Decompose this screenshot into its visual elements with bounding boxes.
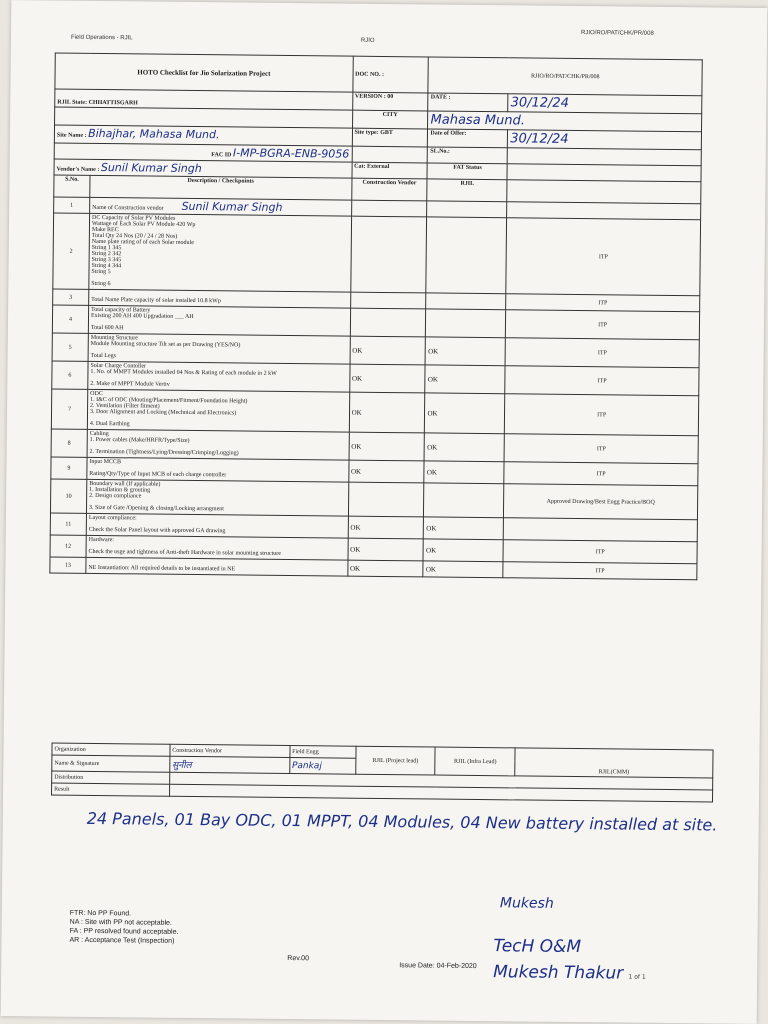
row-construction-vendor-status bbox=[350, 308, 426, 337]
row-remark: ITP bbox=[506, 294, 700, 312]
facid-label: FAC ID bbox=[211, 152, 232, 159]
hoto-checklist-table bbox=[49, 53, 702, 581]
sl-label: SL.No.: bbox=[428, 147, 508, 164]
row-sno: 10 bbox=[50, 479, 86, 513]
rjil-state: RJIL State: CHHATTISGARH bbox=[55, 89, 353, 110]
row-description-text: Total Name Plate capacity of solar installed 10.8 kWp bbox=[91, 296, 221, 305]
city-label: CITY bbox=[352, 110, 428, 129]
checklist-rows bbox=[50, 197, 701, 580]
row-description bbox=[86, 535, 348, 560]
page-number: 1 of 1 bbox=[628, 973, 646, 981]
row-remark: ITP bbox=[505, 394, 699, 436]
header-center: RJIO bbox=[360, 37, 375, 44]
row-sno: 3 bbox=[53, 289, 89, 305]
row-description bbox=[86, 513, 348, 538]
field-engg-label: Field Engg bbox=[290, 746, 356, 759]
row-description bbox=[87, 389, 349, 432]
row-sno: 2 bbox=[53, 213, 90, 289]
row-construction-vendor-status: OK bbox=[349, 392, 425, 433]
handwritten-note: 24 Panels, 01 Bay ODC, 01 MPPT, 04 Modules, 04 New battery installed at site. bbox=[86, 808, 718, 835]
row-description bbox=[88, 361, 350, 392]
row-sno: 12 bbox=[50, 535, 86, 557]
row-sno: 9 bbox=[51, 457, 87, 479]
row-description bbox=[87, 429, 349, 460]
row-construction-vendor-status bbox=[350, 216, 427, 293]
table-row bbox=[51, 389, 698, 436]
row-handwritten-value: Sunil Kumar Singh bbox=[181, 199, 283, 214]
row-remark: ITP bbox=[504, 462, 698, 486]
row-remark: ITP bbox=[504, 434, 698, 464]
field-engg-signature: Pankaj bbox=[289, 758, 355, 775]
document-page bbox=[1, 0, 768, 1024]
doc-no-label: DOC NO. : bbox=[352, 56, 428, 93]
facid-value: I-MP-BGRA-ENB-9056 bbox=[232, 146, 350, 161]
row-sno: 4 bbox=[52, 305, 88, 333]
vendor-label: Vendor's Name : bbox=[56, 166, 100, 174]
construction-vendor-label: Construction Vendor bbox=[170, 744, 290, 757]
row-rjil-status bbox=[427, 201, 507, 218]
row-construction-vendor-status: OK bbox=[347, 560, 423, 577]
row-remark: ITP bbox=[505, 338, 699, 368]
header-right: RJIO/RO/PAT/CHK/PR/008 bbox=[580, 30, 654, 37]
row-rjil-status bbox=[424, 483, 504, 518]
fat-status: FAT Status bbox=[427, 163, 507, 180]
vendor-value: Sunil Kumar Singh bbox=[100, 161, 202, 176]
row-rjil-status: OK bbox=[424, 517, 504, 540]
row-remark: ITP bbox=[506, 218, 700, 296]
row-remark: ITP bbox=[503, 540, 697, 564]
row-description bbox=[87, 457, 349, 482]
tech-title: TecH O&M bbox=[493, 936, 582, 958]
version-label: VERSION : 00 bbox=[352, 92, 428, 111]
cat-label: Cat: External bbox=[352, 162, 428, 179]
tech-name: Mukesh Thakur bbox=[493, 962, 624, 984]
row-description bbox=[86, 479, 348, 516]
rjil-project-label: RJIL (Project lead) bbox=[355, 746, 435, 775]
construction-vendor-signature: सुनील bbox=[170, 756, 290, 773]
date-offer-value: 30/12/24 bbox=[508, 130, 702, 150]
row-construction-vendor-status bbox=[350, 292, 426, 309]
col-construction-vendor: Construction Vendor bbox=[351, 178, 427, 201]
row-construction-vendor-status: OK bbox=[350, 336, 426, 365]
row-description bbox=[88, 305, 350, 336]
organization-label: Organization bbox=[52, 743, 170, 756]
row-description-text: Total capacity of Battery Existing 200 AH 400 Upgradation ___ AH Total 600 AH bbox=[90, 306, 194, 332]
legend-ar: AR : Acceptance Test (Inspection) bbox=[69, 936, 175, 945]
row-rjil-status: OK bbox=[425, 365, 505, 394]
row-rjil-status: OK bbox=[426, 337, 506, 366]
form-title: HOTO Checklist for Jio Solarization Project bbox=[55, 53, 353, 92]
row-remark: Approved Drawing/Best Engg Practice/BOQ bbox=[504, 484, 698, 520]
row-rjil-status: OK bbox=[423, 539, 503, 562]
row-description-text: NE Instantiation: All required details to be instantiated in NE bbox=[88, 564, 236, 573]
row-sno: 1 bbox=[54, 197, 90, 213]
row-rjil-status: OK bbox=[424, 461, 504, 484]
row-description bbox=[86, 557, 348, 576]
date-label: DATE : bbox=[428, 93, 508, 112]
row-sno: 5 bbox=[52, 333, 88, 361]
legend-fa: FA : PP resolved found acceptable. bbox=[69, 927, 179, 936]
row-rjil-status: OK bbox=[425, 433, 505, 462]
row-description-text: DC Capacity of Solar PV Modules Wattage of Each Solar PV Module 420 Wp Make REC Total Qty 24 Nos (20 / 24 / 28 Nos) Name plate rating of of each Solar module String 1 345 String 2 342 String 3 345 String 4 344 String 5 String 6 bbox=[91, 214, 196, 288]
row-rjil-status bbox=[426, 309, 506, 338]
row-rjil-status bbox=[426, 217, 507, 294]
row-construction-vendor-status: OK bbox=[349, 364, 425, 393]
col-sno: S.No. bbox=[54, 175, 90, 197]
col-desc: Description / Checkpoints bbox=[90, 175, 352, 200]
distribution-label: Distribution bbox=[52, 771, 170, 784]
name-signature-label: Name & Signature bbox=[52, 755, 170, 772]
row-rjil-status bbox=[426, 293, 506, 310]
rjil-infra-label: RJIL (Infra Lead) bbox=[435, 747, 515, 776]
row-description-text: Layout compliance: Check the Solar Panel layout with approved GA drawing bbox=[88, 514, 226, 535]
row-rjil-status: OK bbox=[425, 393, 505, 434]
date-value: 30/12/24 bbox=[508, 94, 702, 114]
table-row bbox=[53, 213, 701, 296]
tech-signature bbox=[493, 933, 646, 991]
legend-ftr: FTR: No PP Found. bbox=[69, 909, 132, 918]
row-construction-vendor-status bbox=[351, 200, 427, 217]
doc-no-value: RJIO/RO/PAT/CHK/PR/008 bbox=[428, 57, 702, 96]
col-rjil: RJIL bbox=[427, 179, 507, 202]
row-description-text: Boundary wall (If applicable) 1. Installation & grouting 2. Design compliance 3. Size of Gate /Opening & closing/Locking arrangment bbox=[88, 480, 224, 513]
issue-date: Issue Date: 04-Feb-2020 bbox=[399, 962, 477, 970]
site-name-label: Site Name : bbox=[56, 132, 87, 139]
row-description-text: ODC 1. I&C of ODC (Mouting/Placement/Fitment/Foundation Height) 2. Ventilation (Filter fitment) 3. Door Alignment and Locking (Mechnical and Electronics) 4. Dual Earthing bbox=[89, 390, 248, 428]
row-description-text: Cabling 1. Power cables (Make/HRFR/Type/Size) 2. Termination (Tightness/Lying/Dressing/Crimping/Logging) bbox=[89, 430, 239, 457]
row-remark bbox=[504, 518, 698, 542]
row-description-text: Input MCCB Rating/Qty/Type of Input MCB of each charge controller bbox=[89, 458, 227, 479]
site-type: Site type: GBT bbox=[352, 128, 428, 147]
row-remark: ITP bbox=[505, 366, 699, 396]
legend-na: NA : Site with PP not acceptable. bbox=[69, 918, 172, 927]
row-description-text: Solar Charge Contoller 1. No. of MMPT Modules installed 04 Nos & Rating of each module in 2 kW 2. Make of MPPT Module Vertiv bbox=[90, 362, 277, 388]
row-construction-vendor-status: OK bbox=[348, 460, 424, 483]
row-construction-vendor-status bbox=[348, 482, 424, 517]
row-rjil-status: OK bbox=[423, 561, 503, 578]
row-description-text: Name of Construction vendor bbox=[92, 204, 164, 212]
row-description bbox=[88, 333, 350, 364]
signoff-table bbox=[51, 743, 714, 803]
result-label: Result bbox=[52, 783, 170, 796]
row-sno: 6 bbox=[52, 361, 88, 389]
row-sno: 7 bbox=[51, 389, 87, 429]
row-remark: ITP bbox=[503, 562, 697, 580]
row-description bbox=[89, 213, 351, 292]
row-sno: 11 bbox=[50, 513, 86, 535]
site-name-value: Bihajhar, Mahasa Mund. bbox=[88, 126, 220, 142]
rjil-cmm-label: RJIL(CMM) bbox=[515, 748, 713, 778]
row-remark: ITP bbox=[506, 310, 700, 340]
row-construction-vendor-status: OK bbox=[348, 516, 424, 539]
date-offer-label: Date of Offer: bbox=[428, 129, 508, 148]
header-left: Field Operations - RJIL bbox=[70, 34, 133, 42]
revision: Rev.00 bbox=[287, 955, 310, 963]
row-description-text: Hardware: Check the usge and tightness of Anti-theft Hardware in solar mounting structure bbox=[88, 536, 281, 557]
row-description-text: Mounting Structure Module Mounting structure Tilt set as per Drawing (YES/NO) Total Legs bbox=[90, 334, 241, 360]
row-sno: 8 bbox=[51, 429, 87, 457]
legend bbox=[69, 909, 178, 946]
row-construction-vendor-status: OK bbox=[349, 432, 425, 461]
signature-scribble: Mukesh bbox=[499, 895, 554, 912]
city-value: Mahasa Mund. bbox=[428, 111, 702, 132]
row-sno: 13 bbox=[50, 557, 86, 573]
row-construction-vendor-status: OK bbox=[348, 538, 424, 561]
